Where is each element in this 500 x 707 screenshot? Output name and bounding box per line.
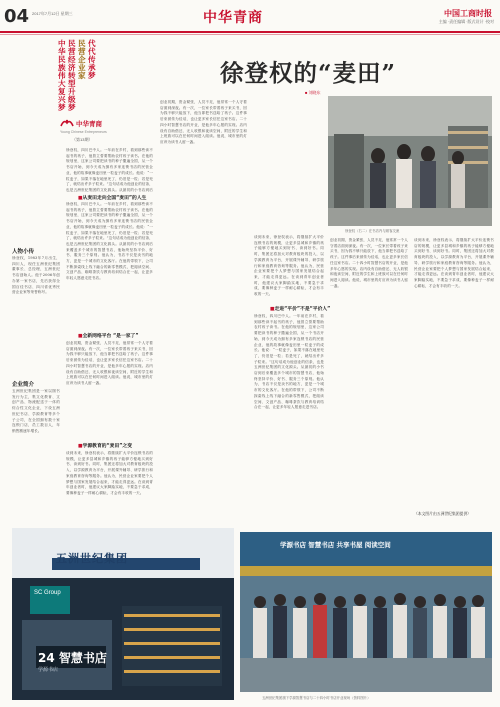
- newspaper-brand: 中华青商: [203, 10, 263, 26]
- article-col-1b: 创业初期，资金紧张，人员不足，他常常一个人守着店面到深夜。有一次，一位家长带着孩子来买书，因为钱不够只能放下，他当即把书送给了孩子。这件事后来被传为佳话，也让更多家长信任这家书店。二十四小时智慧书店的开业，是他多年心愿的实现。店内设有自助借还、无人收银和夜读空间，附近的学生和上班族可以在任何时间进入阅读。他说，城市里的灯应该为读书人留一盏。: [66, 341, 153, 385]
- banner-line-2: 民营经济转型升级梦: [68, 39, 76, 112]
- article-title: 徐登权的“麦田”: [219, 59, 397, 87]
- edition-meta: 主编 ·责任编辑 ·版式设计 ·校对: [438, 19, 494, 24]
- column-logo-text: 中华青商: [76, 120, 102, 128]
- article-col-2: 创业初期，资金紧张，人员不足，他常常一个人守着店面到深夜。有一次，一位家长带着孩子来买书，因为钱不够只能放下，他当即把书送给了孩子。这件事后来被传为佳话，也让更多家长信任这家书店。二十四小时智慧书店的开业，是他多年心愿的实现。店内设有自助借还、无人收银和夜读空间，附近的学生和上班族可以在任何时间进入阅读。他说，城市里的灯应该为读书人留一盏。: [160, 100, 247, 144]
- article-col-3b: 徐登权，四川巴中人。一年前在乡村，看到那些读不起书的孩子，他曾立誓要帮助农村孩子读书。在他的规划里，这家公司要把读书的种子撒遍全国，从一个书店开始，到今天成为拥有多家连锁书店的民营企业，他的故事就像麦田里一粒麦子的成长。他说：“一粒麦子，如果不落在地里死了，仍旧是一粒；若是死了，就结出许多子粒来。”这句话成为他创业的信条，也是五洲世纪集团的文化源头。从最初的小书店到后来覆盖多个城市的智慧书店，他始终坚持平价、好书、服务三个原则。他认为，书店不仅是卖书的地方，更是一个城市的文化客厅。在他的带领下，公司不断探索线上线下融合的新零售模式，把阅读空间、文创产品、咖啡茶饮与教育培训结合在一起，让更多年轻人愿意走进书店。: [254, 314, 324, 410]
- photo-storefront: [12, 528, 234, 700]
- profile-text: 徐登权，1983年7月出生，四川人，现任五洲世纪集团董事长、总经理，五洲世纪书店创始人。他于2006年创办第一家书店，先后获得全国百佳书店、四川省优秀民营企业家等荣誉称号。: [12, 256, 60, 295]
- banner-line-4: 代代传承梦: [88, 39, 96, 80]
- group-photo-banner: 学源书店 智慧书店 共享书屋 阅读空间: [280, 541, 391, 549]
- photo-group-image: [240, 532, 492, 692]
- article-col-1c: 谈到未来，徐登权表示，将继续扩大平价连锁书店的规模，让更多县城和乡镇的孩子能够方便地买到好书、读到好书。同时，集团还将加大对教育板块的投入，以学源教育为平台，开展课外辅导、研学旅行和家庭教育咨询等服务。他认为，民营企业家要把个人梦想与国家发展结合起来，才能走得更远。在谈到青年创业者时，他建议大家脚踏实地，不要急于求成，要像种麦子一样耐心耕耘，才会有丰收的一天。: [66, 451, 153, 495]
- header-rule: [0, 31, 500, 33]
- article-col-1: 徐登权，四川巴中人。一年前在乡村，看到那些读不起书的孩子，他曾立誓要帮助农村孩子读书。在他的规划里，这家公司要把读书的种子撒遍全国，从一个书店开始，到今天成为拥有多家连锁书店的民营企业，他的故事就像麦田里一粒麦子的成长。他说：“一粒麦子，如果不落在地里死了，仍旧是一粒；若是死了，就结出许多子粒来。”这句话成为他创业的信条，也是五洲世纪集团的文化源头。从最初的小书店到后来覆盖多个城市的智慧书店，他始终坚持平价、好书、服务三个原则。他认为，书店不仅是卖书的地方，更是一个城市的文化客厅。在他的带领下，公司不断探索线上线下融合的新零售模式，把阅读空间、文创产品、咖啡茶饮与教育培训结合在一起，让更多年轻人愿意走进书店。: [66, 202, 153, 281]
- photo-caption-bottom: 五洲世纪集团旗下学源智慧书店与二十四小时书店开业现场（资料图片）: [262, 696, 371, 700]
- edition-name: 中国工商时报: [444, 9, 492, 18]
- photo-bookstore-visit-image: [328, 96, 492, 226]
- photo-caption-top: 徐登权（右二）在书店内与顾客交流: [345, 229, 400, 233]
- storefront-sign: 五洲世纪集团: [56, 552, 128, 565]
- company-heading: 企业简介: [12, 382, 35, 388]
- header-rule-thin: [0, 34, 500, 35]
- page-number: 04: [4, 6, 30, 27]
- storefront-24h-sign: 24 智慧书店: [38, 651, 107, 665]
- column-logo-icon: [60, 118, 74, 128]
- banner-line-3: 民营企业家: [78, 39, 86, 80]
- banner-line-1: 中华民族伟大复兴梦: [58, 39, 66, 112]
- subhead-1: ■从麦田走向全国“麦田”的人生: [78, 196, 147, 201]
- subhead-3: ■学源教育的“麦田”之变: [78, 444, 133, 449]
- column-logo-subtitle: Young Chinese Entrepreneurs: [60, 130, 107, 134]
- series-number: （第13期）: [72, 137, 93, 142]
- column-banner: [58, 40, 110, 112]
- photo-group: [240, 532, 492, 692]
- page-header: [0, 0, 500, 33]
- subhead-2: ■全新网络平台 “是一家了”: [78, 334, 139, 339]
- article-byline: ■ 刘晓东: [305, 90, 321, 95]
- company-text: 五洲世纪集团是一家以图书发行为主，集文化教育、文创产品、物流配送于一体的综合性文化企业，下设五洲世纪书店、学源教育等多个子公司，在全国拥有数十家连锁门店，员工数百人，年销售额逐年增长。: [12, 389, 60, 433]
- article-intro: 徐登权，四川巴中人。一年前在乡村，看到那些读不起书的孩子，他曾立誓要帮助农村孩子读书。在他的规划里，这家公司要把读书的种子撒遍全国，从一个书店开始，到今天成为拥有多家连锁书店的民营企业，他的故事就像麦田里一粒麦子的成长。他说：“一粒麦子，如果不落在地里死了，仍旧是一粒；若是死了，就结出许多子粒来。”这句话成为他创业的信条，也是五洲世纪集团的文化源头。从最初的小书店到后: [66, 148, 153, 192]
- storefront-sub-sign: 学源书店: [38, 667, 59, 673]
- storefront-sign-en: SC Group: [34, 590, 61, 596]
- subhead-4: ■走进“平价”不是“平价人”: [270, 307, 331, 312]
- photo-bookstore-visit: [328, 96, 492, 226]
- article-col-5: 谈到未来，徐登权表示，将继续扩大平价连锁书店的规模，让更多县城和乡镇的孩子能够方便地买到好书、读到好书。同时，集团还将加大对教育板块的投入，以学源教育为平台，开展课外辅导、研学旅行和家庭教育咨询等服务。他认为，民营企业家要把个人梦想与国家发展结合起来，才能走得更远。在谈到青年创业者时，他建议大家脚踏实地，不要急于求成，要像种麦子一样耐心耕耘，才会有丰收的一天。: [414, 238, 494, 288]
- article-col-4: 创业初期，资金紧张，人员不足，他常常一个人守着店面到深夜。有一次，一位家长带着孩子来买书，因为钱不够只能放下，他当即把书送给了孩子。这件事后来被传为佳话，也让更多家长信任这家书店。二十四小时智慧书店的开业，是他多年心愿的实现。店内设有自助借还、无人收银和夜读空间，附近的学生和上班族可以在任何时间进入阅读。他说，城市里的灯应该为读书人留一盏。: [330, 238, 408, 288]
- issue-date: 2017年7月12日 星期三: [32, 11, 73, 16]
- article-col-3a: 谈到未来，徐登权表示，将继续扩大平价连锁书店的规模，让更多县城和乡镇的孩子能够方便地买到好书、读到好书。同时，集团还将加大对教育板块的投入，以学源教育为平台，开展课外辅导、研学旅行和家庭教育咨询等服务。他认为，民营企业家要把个人梦想与国家发展结合起来，才能走得更远。在谈到青年创业者时，他建议大家脚踏实地，不要急于求成，要像种麦子一样耐心耕耘，才会有丰收的一天。: [254, 235, 324, 297]
- profile-heading: 人物小传: [12, 249, 35, 255]
- photo-credit-note: （本文图片由五洲世纪集团提供）: [414, 512, 471, 516]
